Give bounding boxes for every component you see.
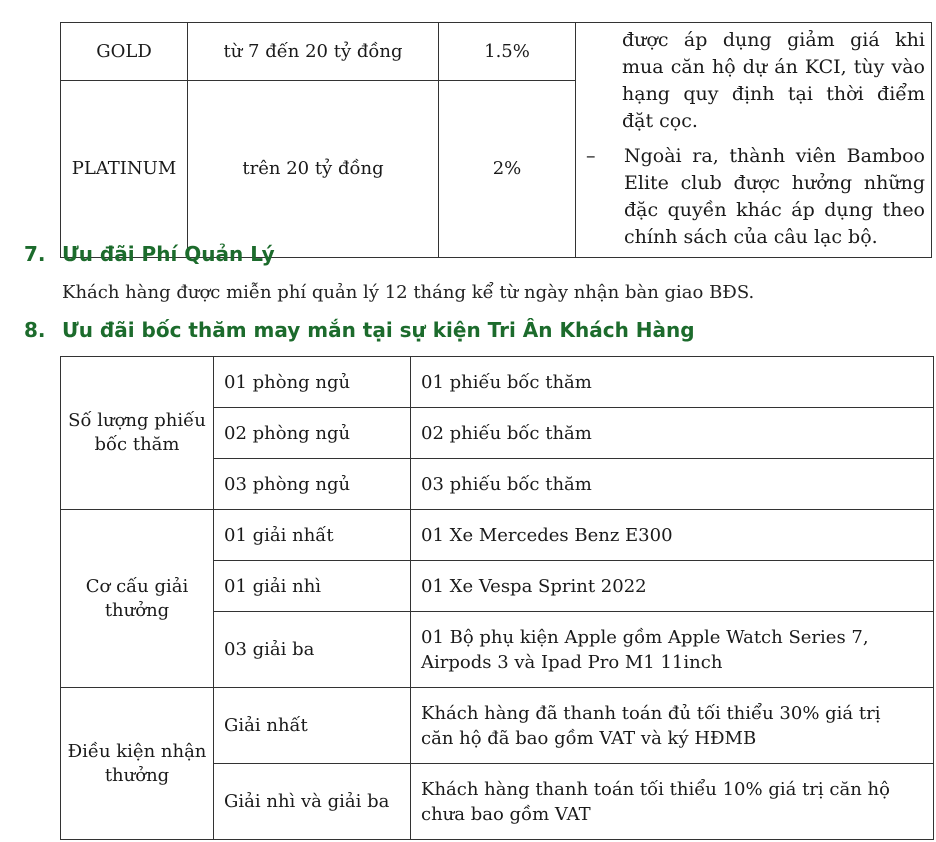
value-cell [411,459,934,510]
section-title: Ưu đãi bốc thăm may mắn tại sự kiện Tri Ân Khách Hàng [62,318,695,342]
group-label-cell [61,357,214,510]
value-cell [411,612,934,688]
table-row [61,357,934,408]
tier-range-cell: từ 7 đến 20 tỷ đồng [188,23,439,81]
value-cell [411,408,934,459]
section-number: 8. [24,318,46,342]
tier-percent-cell: 1.5% [439,23,576,81]
tier-range-cell: trên 20 tỷ đồng [188,80,439,257]
tier-note-cell [576,23,932,258]
value-line: Khách hàng đã thanh toán đủ tối thiểu 30% giá trị [421,702,881,724]
note-bullet-text [624,143,925,251]
group-label-cell [61,688,214,840]
table-row [61,23,932,81]
value-line: Airpods 3 và Ipad Pro M1 11inch [421,651,723,673]
group-label-line: Cơ cấu giải [85,575,189,597]
value-line: chưa bao gồm VAT [421,803,591,825]
section-8-heading [24,318,695,342]
note-line: được áp dụng giảm giá khi mua [622,29,925,78]
group-label-line: bốc thăm [94,434,180,455]
group-label-line: thưởng [104,764,170,786]
value-cell [411,357,934,408]
note-line: căn hộ dự án KCI, tùy vào hạng [622,56,925,105]
value-line: căn hộ đã bao gồm VAT và ký HĐMB [421,727,757,749]
tier-table [60,22,932,258]
value-cell [411,688,934,764]
lucky-draw-table [60,356,934,840]
sub-label-cell: 01 phòng ngủ [214,357,411,408]
note-bullet [584,143,925,251]
note-line: chính sách của câu lạc bộ. [624,226,878,248]
dash-bullet: – [586,145,596,167]
group-label-line: thưởng [104,599,170,621]
note-line: Elite club được hưởng những [624,172,925,194]
tier-name-cell: PLATINUM [61,80,188,257]
note-line: quy định tại thời điểm đặt cọc. [622,83,925,132]
note-line: Ngoài ra, thành viên Bamboo [624,145,925,167]
value-line: Khách hàng thanh toán tối thiểu 10% giá trị căn hộ [421,778,890,800]
section-number: 7. [24,242,46,266]
tier-name-cell: GOLD [61,23,188,81]
sub-label-cell: 01 giải nhất [214,510,411,561]
value-cell [411,510,934,561]
value-cell [411,764,934,840]
sub-label-cell: 02 phòng ngủ [214,408,411,459]
value-line: 02 phiếu bốc thăm [421,422,592,444]
table-row [61,510,934,561]
value-line: 01 Xe Vespa Sprint 2022 [421,575,647,597]
value-line: 01 Bộ phụ kiện Apple gồm Apple Watch Series 7, [421,626,869,648]
note-paragraph [584,27,925,135]
sub-label-cell: Giải nhì và giải ba [214,764,411,840]
group-label-line: Điều kiện nhận [67,740,207,762]
section-title: Ưu đãi Phí Quản Lý [62,242,275,266]
sub-label-cell: 03 phòng ngủ [214,459,411,510]
value-cell [411,561,934,612]
section-7-heading [24,242,275,266]
tier-percent-cell: 2% [439,80,576,257]
sub-label-cell: Giải nhất [214,688,411,764]
sub-label-cell: 01 giải nhì [214,561,411,612]
value-line: 03 phiếu bốc thăm [421,473,592,495]
note-line: đặc quyền khác áp dụng theo [624,199,925,221]
group-label-line: Số lượng phiếu [68,410,206,431]
value-line: 01 phiếu bốc thăm [421,371,592,393]
section-7-paragraph: Khách hàng được miễn phí quản lý 12 tháng kể từ ngày nhận bàn giao BĐS. [62,282,755,303]
table-row [61,688,934,764]
sub-label-cell: 03 giải ba [214,612,411,688]
group-label-cell [61,510,214,688]
value-line: 01 Xe Mercedes Benz E300 [421,524,673,546]
